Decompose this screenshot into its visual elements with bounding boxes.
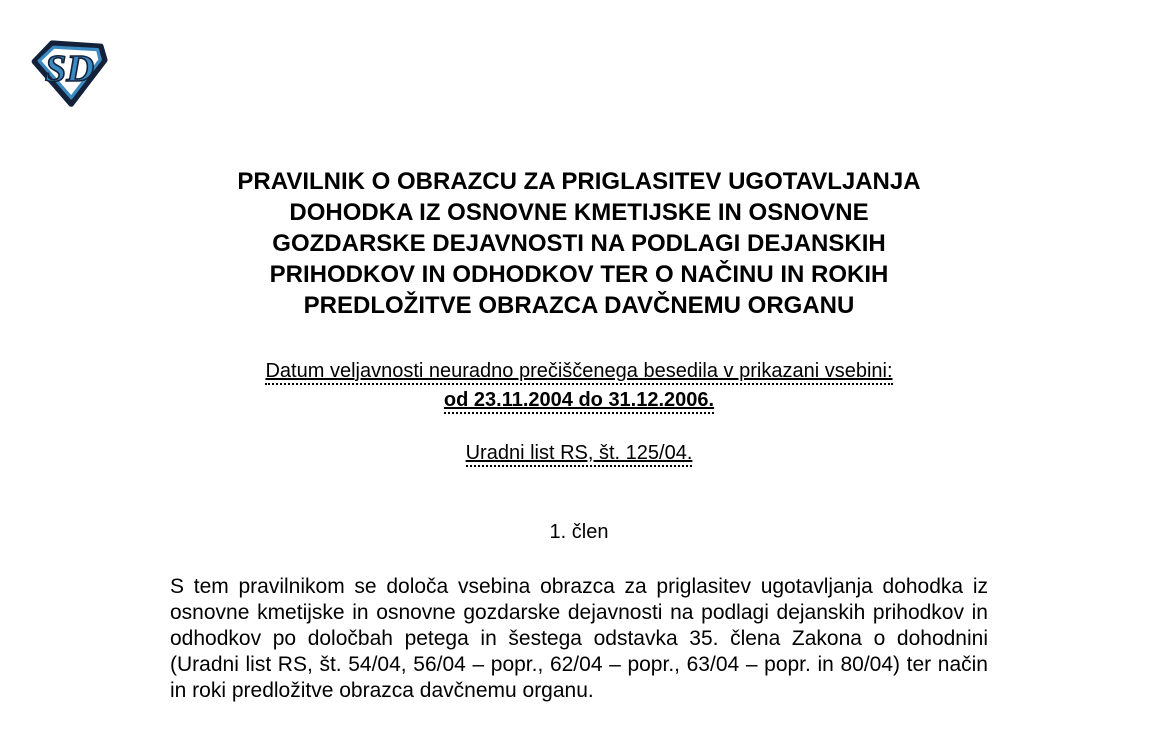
document-title bbox=[142, 166, 1016, 321]
article-heading: 1. člen bbox=[549, 521, 609, 543]
title-line: GOZDARSKE DEJAVNOSTI NA PODLAGI DEJANSKIH bbox=[272, 230, 886, 257]
validity-block bbox=[170, 357, 988, 415]
title-line: PRIHODKOV IN ODHODKOV TER O NAČINU IN ROKIH bbox=[269, 261, 889, 288]
validity-line2: od 23.11.2004 do 31.12.2006. bbox=[444, 389, 714, 414]
title-line: DOHODKA IZ OSNOVNE KMETIJSKE IN OSNOVNE bbox=[289, 199, 869, 226]
title-line: PREDLOŽITVE OBRAZCA DAVČNEMU ORGANU bbox=[303, 292, 855, 319]
validity-line1: Datum veljavnosti neuradno prečiščenega besedila v prikazani vsebini: bbox=[265, 360, 892, 385]
article-body: S tem pravilnikom se določa vsebina obrazca za priglasitev ugotavljanja dohodka iz osnovne kmetijske in osnovne gozdarske dejavnosti na podlagi dejanskih prihodkov in odhodkov po določbah petega in šestega odstavka 35. člena Zakona o dohodnini (Uradni list RS, št. 54/04, 56/04 – popr., 62/04 – popr., 63/04 – popr. in 80/04) ter način in roki predložitve obrazca davčnemu organu. bbox=[170, 575, 988, 702]
document-content bbox=[170, 166, 988, 704]
gazette-text: Uradni list RS, št. 125/04. bbox=[466, 442, 693, 467]
logo-letters: SD bbox=[45, 47, 95, 90]
sd-shield-logo bbox=[28, 34, 108, 110]
gazette-reference bbox=[170, 442, 988, 465]
title-line: PRAVILNIK O OBRAZCU ZA PRIGLASITEV UGOTAVLJANJA bbox=[237, 168, 921, 195]
sd-shield-icon bbox=[28, 34, 108, 110]
